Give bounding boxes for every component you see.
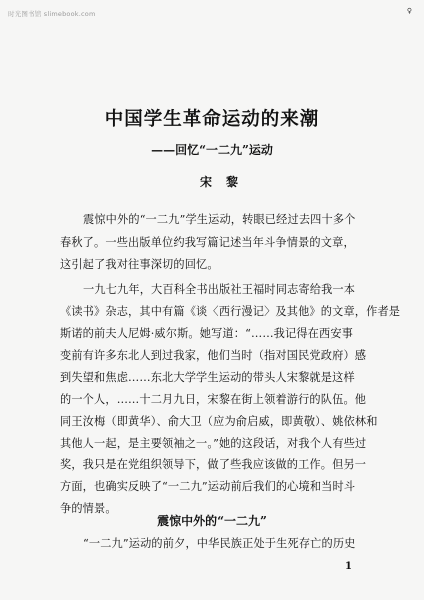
article-subtitle: ——回忆“一二九”运动 — [151, 143, 273, 157]
body-line: 斯诺的前夫人尼姆·威尔斯。她写道：“……我记得在西安事 — [60, 327, 354, 340]
article-title: 中国学生革命运动的来潮 — [104, 109, 320, 130]
body-line: 奖，我只是在党组织领导下，做了些我应该做的工作。但另一 — [60, 458, 367, 471]
corner-mark: ♀ — [406, 7, 412, 15]
body-line: “一二九”运动的前夕，中华民族正处于生死存亡的历史 — [83, 537, 356, 550]
body-line: 变前有许多东北人到过我家，他们当时（指对国民党政府）感 — [60, 349, 367, 362]
body-line: 争的情景。 — [60, 502, 117, 515]
body-line: 同王汝梅（即黄华）、俞大卫（应为俞启威，即黄敬）、姚依林和 — [60, 415, 378, 428]
body-line: 一九七九年，大百科全书出版社王福时同志寄给我一本 — [83, 283, 356, 296]
section-heading: 震惊中外的“一二九” — [157, 514, 267, 528]
body-line: 震惊中外的“一二九”学生运动，转眼已经过去四十多个 — [83, 213, 356, 226]
body-line: 其他人一起，是主要领袖之一。”她的这段话，对我个人有些过 — [60, 437, 367, 450]
body-line: 的一个人，……十二月九日，宋黎在街上领着游行的队伍。他 — [60, 393, 367, 406]
body-line: 这引起了我对往事深切的回忆。 — [60, 258, 219, 271]
article-author: 宋黎 — [199, 175, 252, 189]
watermark: 时光图书馆 slimebook.com — [8, 10, 96, 18]
body-line: 方面，也确实反映了“一二九”运动前后我们的心境和当时斗 — [60, 480, 356, 493]
body-line: 到失望和焦虑……东北大学学生运动的带头人宋黎就是这样 — [60, 371, 355, 384]
body-line: 《读书》杂志，其中有篇《谈〈西行漫记〉及其他》的文章，作者是 — [60, 305, 401, 318]
page-number: 1 — [345, 561, 352, 572]
body-line: 春秋了。一些出版单位约我写篇记述当年斗争情景的文章， — [60, 236, 355, 249]
